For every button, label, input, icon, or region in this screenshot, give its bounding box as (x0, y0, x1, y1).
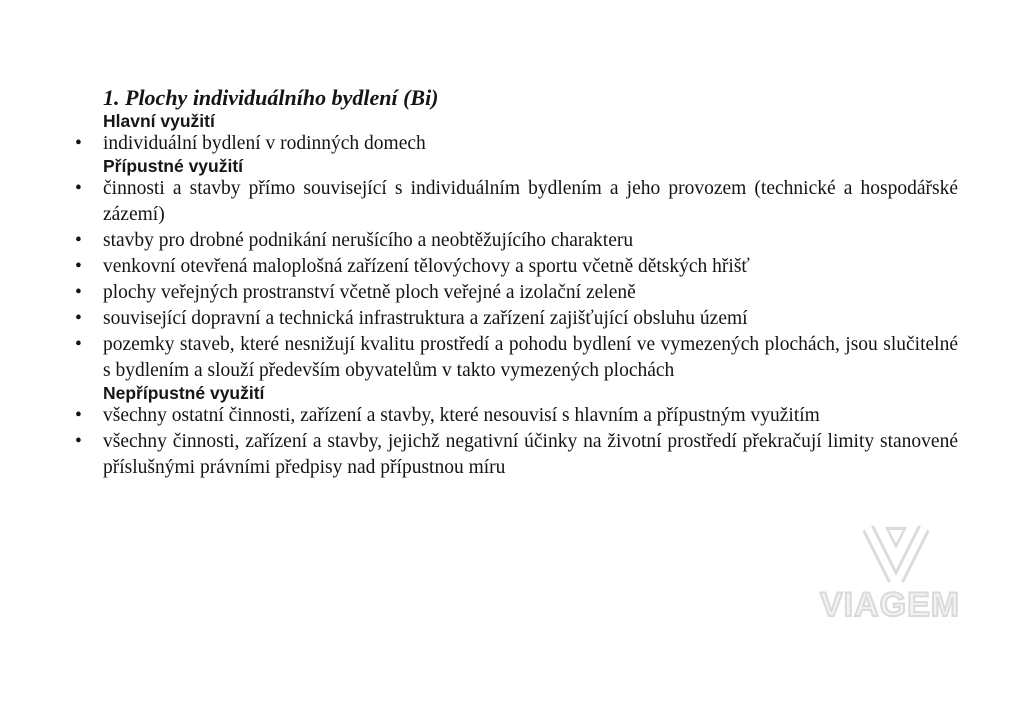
watermark (815, 516, 1015, 631)
list-permitted-use (103, 176, 958, 384)
list-item: • venkovní otevřená maloplošná zařízení tělovýchovy a sportu včetně dětských hřišť (103, 254, 958, 280)
list-item: • související dopravní a technická infrastruktura a zařízení zajišťující obsluhu území (103, 306, 958, 332)
list-item: • činnosti a stavby přímo související s individuálním bydlením a jeho provozem (technické a hospodářské zázemí) (103, 176, 958, 228)
list-item: • stavby pro drobné podnikání nerušícího a neobtěžujícího charakteru (103, 228, 958, 254)
document-title: 1. Plochy individuálního bydlení (Bi) (103, 85, 439, 110)
list-main-use (103, 131, 958, 157)
list-item: • pozemky staveb, které nesnižují kvalitu prostředí a pohodu bydlení ve vymezených plochách, jsou slučitelné s bydlením a slouží především obyvatelům v takto vymezených plochách (103, 332, 958, 384)
heading-forbidden-use: Nepřípustné využití (103, 383, 265, 403)
heading-permitted-use: Přípustné využití (103, 156, 244, 176)
list-item: • všechny činnosti, zařízení a stavby, jejichž negativní účinky na životní prostředí překračují limity stanovené příslušnými právními předpisy nad přípustnou míru (103, 429, 958, 481)
list-forbidden-use (103, 403, 958, 481)
list-item: • individuální bydlení v rodinných domech (103, 131, 958, 157)
watermark-text: VIAGEM (820, 586, 961, 624)
list-item: • plochy veřejných prostranství včetně ploch veřejné a izolační zeleně (103, 280, 958, 306)
gem-icon (860, 522, 932, 588)
heading-main-use: Hlavní využití (103, 111, 215, 131)
document-content (103, 84, 958, 481)
list-item: • všechny ostatní činnosti, zařízení a stavby, které nesouvisí s hlavním a přípustným využitím (103, 403, 958, 429)
